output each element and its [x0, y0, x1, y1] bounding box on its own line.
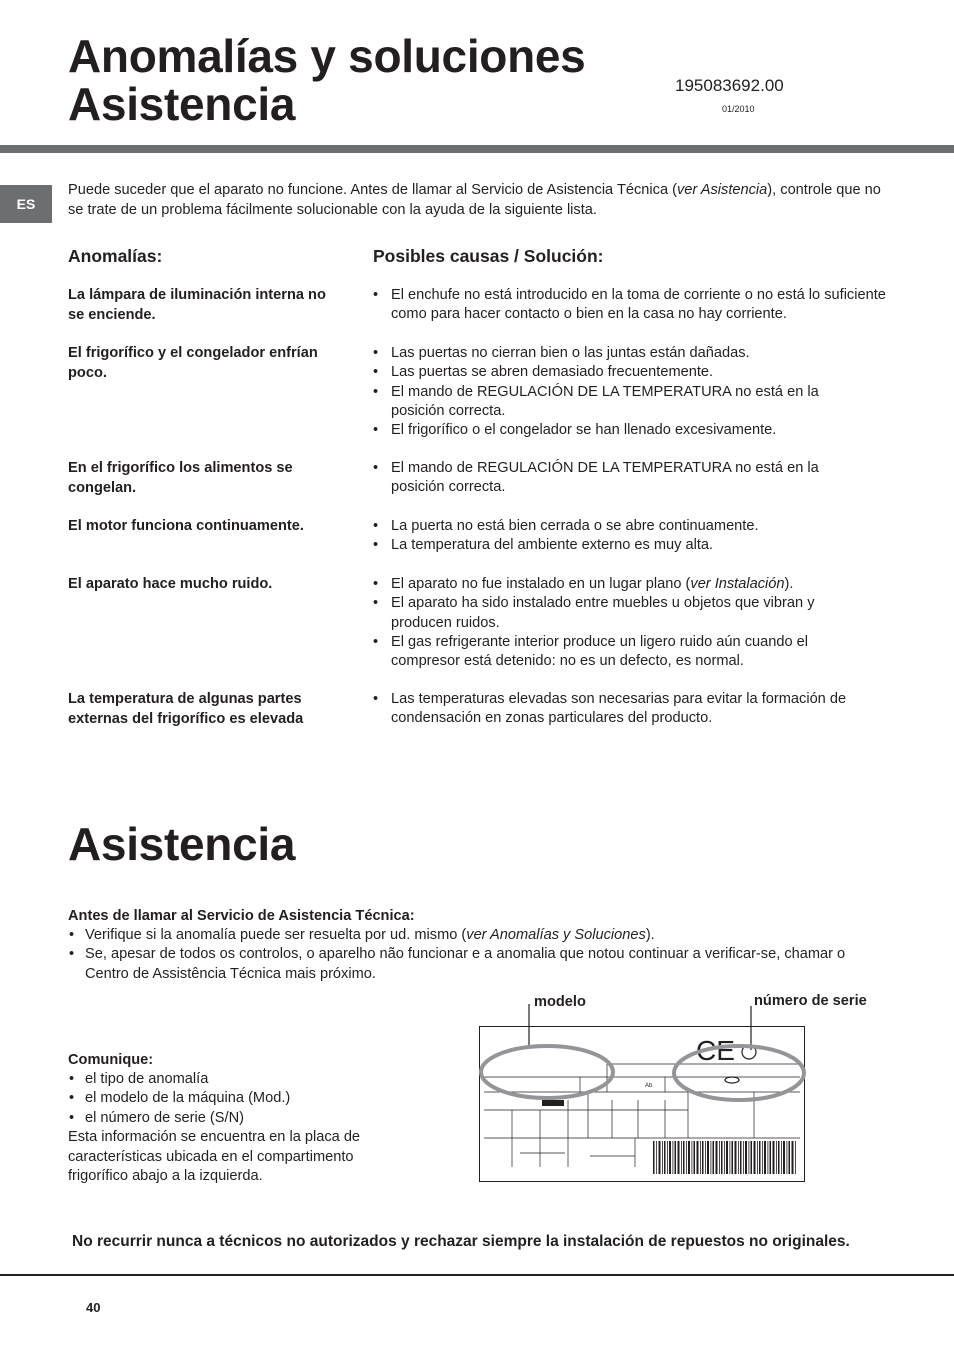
anomaly-row-3: En el frigorífico los alimentos se congelan.	[68, 460, 293, 496]
communicate-list	[67, 1070, 407, 1128]
title-line-2: Asistencia	[68, 78, 296, 130]
communicate-heading: Comunique:	[68, 1052, 154, 1068]
assistance-title: Asistencia	[68, 818, 296, 870]
intro-link: ver Asistencia	[676, 182, 768, 198]
cause-item: • El gas refrigerante interior produce un ligero ruido aún cuando el compresor está detenido: no es un defecto, es normal.	[369, 633, 859, 672]
causes-header: Posibles causas / Solución:	[373, 246, 604, 266]
cause-item: • La puerta no está bien cerrada o se abre continuamente.	[369, 517, 897, 536]
anomaly-row-4: El motor funciona continuamente.	[68, 518, 304, 534]
causes-row-5	[369, 575, 859, 671]
anomaly-row-5: El aparato hace mucho ruido.	[68, 576, 273, 592]
intro-paragraph: Puede suceder que el aparato no funcione. Antes de llamar al Servicio de Asistencia Técnica (ver Asistencia), controle que no se trate de un problema fácilmente solucionable con la ayuda de la siguiente lista.	[68, 182, 881, 218]
language-tab: ES	[0, 185, 52, 223]
cause-item: • Las puertas no cierran bien o las juntas están dañadas.	[369, 344, 859, 363]
cause-item: • El enchufe no está introducido en la toma de corriente o no está lo suficiente como para hacer contacto o bien en la casa no hay corriente.	[369, 286, 897, 325]
anomaly-row-6: La temperatura de algunas partes externas del frigorífico es elevada	[68, 691, 304, 727]
causes-row-3	[369, 459, 859, 498]
causes-row-4	[369, 517, 897, 556]
page-number: 40	[86, 1300, 101, 1315]
before-calling-item: • Verifique si la anomalía puede ser resuelta por ud. mismo (ver Anomalías y Soluciones).	[67, 926, 887, 945]
title-line-1: Anomalías y soluciones	[68, 30, 586, 82]
installation-link: ver Instalación	[690, 576, 785, 592]
model-label: modelo	[534, 994, 586, 1010]
document-number: 195083692.00	[675, 76, 784, 95]
anomaly-row-2: El frigorífico y el congelador enfrían poco.	[68, 345, 318, 381]
cause-item: • La temperatura del ambiente externo es muy alta.	[369, 536, 897, 555]
rating-plate-illustration	[470, 1000, 815, 1190]
anomalies-link: ver Anomalías y Soluciones	[466, 927, 646, 943]
cause-item: • El mando de REGULACIÓN DE LA TEMPERATURA no está en la posición correcta.	[369, 459, 859, 498]
plate-location-text: Esta información se encuentra en la placa de características ubicada en el compartimento frigorífico abajo a la izquierda.	[68, 1129, 361, 1184]
serial-number-label: número de serie	[754, 993, 867, 1009]
svg-text:Ab: Ab	[645, 1083, 653, 1089]
communicate-item: • el tipo de anomalía	[67, 1070, 407, 1089]
cause-item: • Las puertas se abren demasiado frecuentemente.	[369, 363, 859, 382]
footer-divider	[0, 1274, 954, 1276]
causes-row-2	[369, 344, 859, 440]
anomaly-row-1: La lámpara de iluminación interna no se enciende.	[68, 287, 326, 323]
causes-row-1	[369, 286, 897, 325]
cause-item: • El frigorífico o el congelador se han llenado excesivamente.	[369, 421, 859, 440]
communicate-item: • el modelo de la máquina (Mod.)	[67, 1089, 407, 1108]
cause-item: • El mando de REGULACIÓN DE LA TEMPERATURA no está en la posición correcta.	[369, 383, 859, 422]
communicate-item: • el número de serie (S/N)	[67, 1109, 407, 1128]
cause-item: • El aparato no fue instalado en un lugar plano (ver Instalación).	[369, 575, 859, 594]
plate-symbol-block	[542, 1100, 564, 1106]
before-calling-heading: Antes de llamar al Servicio de Asistencia Técnica:	[68, 908, 415, 924]
document-date: 01/2010	[722, 104, 755, 114]
page-title	[68, 32, 585, 128]
causes-row-6	[369, 690, 897, 729]
cause-item: • El aparato ha sido instalado entre muebles u objetos que vibran y producen ruidos.	[369, 594, 859, 633]
ce-mark: CE	[696, 1035, 735, 1066]
before-calling-list	[67, 926, 887, 984]
before-calling-item: • Se, apesar de todos os controlos, o aparelho não funcionar e a anomalia que notou continuar a verificar-se, chamar o Centro de Assistência Técnica mais próximo.	[67, 945, 887, 984]
warning-notice: No recurrir nunca a técnicos no autorizados y rechazar siempre la instalación de repuestos no originales.	[72, 1233, 850, 1250]
header-divider	[0, 145, 954, 153]
cause-item: • Las temperaturas elevadas son necesarias para evitar la formación de condensación en zonas particulares del producto.	[369, 690, 897, 729]
anomalies-header: Anomalías:	[68, 246, 163, 266]
